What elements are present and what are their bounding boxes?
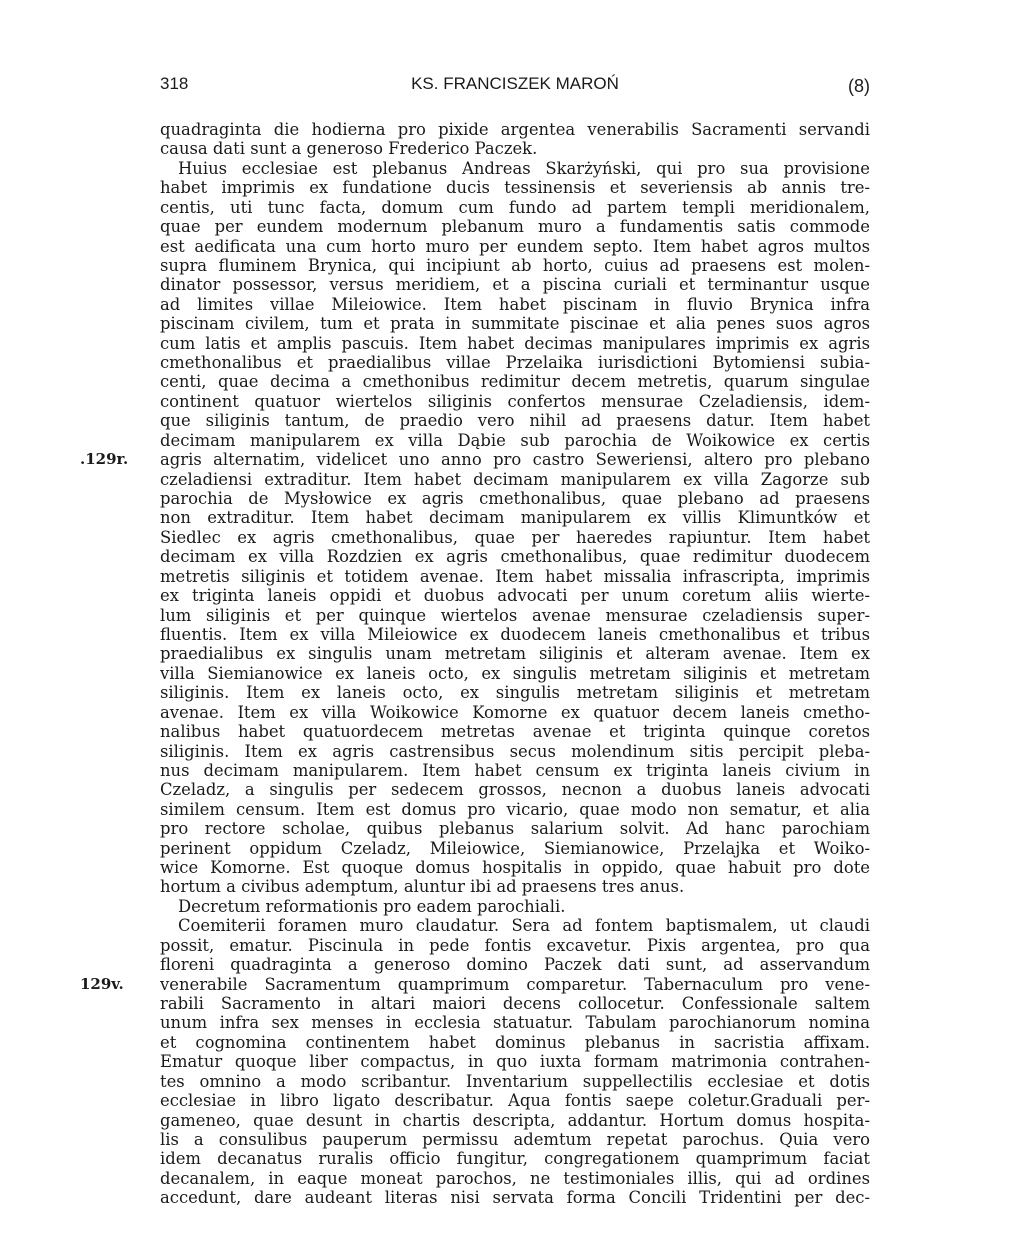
text-line: ad limites villae Mileiowice. Item habet piscinam in fluvio Brynica infra [160, 294, 870, 314]
text-line: cmethonalibus et praedialibus villae Przelaika iurisdictioni Bytomiensi subia- [160, 353, 870, 373]
text-line: wice Komorne. Est quoque domus hospitalis in oppido, quae habuit pro dote [160, 858, 870, 878]
margin-folio-note: .129r. [80, 450, 129, 469]
text-line: causa dati sunt a generoso Frederico Paczek. [160, 139, 538, 159]
text-line: continent quatuor wiertelos siliginis confertos mensurae Czeladiensis, idem- [160, 391, 870, 411]
text-line: avenae. Item ex villa Woikowice Komorne ex quatuor decem laneis cmetho- [160, 702, 870, 722]
text-line: ex triginta laneis oppidi et duobus advocati per unum coretum aliis wierte- [160, 586, 870, 606]
text-line: possit, ematur. Piscinula in pede fontis excavetur. Pixis argentea, pro qua [160, 935, 870, 955]
text-line: unum infra sex menses in ecclesia statuatur. Tabulam parochianorum nomina [160, 1013, 870, 1033]
text-line: que siliginis tantum, de praedio vero nihil ad praesens datur. Item habet [160, 411, 870, 431]
page-header [160, 74, 870, 100]
text-line: non extraditur. Item habet decimam manipularem ex villis Klimuntków et [160, 508, 870, 528]
text-line: similem censum. Item est domus pro vicario, quae modo non sematur, et alia [160, 799, 870, 819]
text-line: pro rectore scholae, quibus plebanus salarium solvit. Ad hanc parochiam [160, 819, 870, 839]
text-line: Czeladz, a singulis per sedecem grossos, necnon a duobus laneis advocati [160, 780, 870, 800]
text-line: Decretum reformationis pro eadem parochiali. [178, 896, 566, 916]
text-line: fluentis. Item ex villa Mileiowice ex duodecem laneis cmethonalibus et tribus [160, 624, 870, 644]
text-line: quae per eundem modernum plebanum muro a fundamentis satis commode [160, 217, 870, 237]
text-line: supra fluminem Brynica, qui incipiunt ab horto, cuius ad praesens est molen- [160, 255, 870, 275]
text-line: siliginis. Item ex agris castrensibus secus molendinum sitis percipit pleba- [160, 741, 870, 761]
text-line: cum latis et amplis pascuis. Item habet decimas manipulares imprimis ex agris [160, 333, 870, 353]
section-number: (8) [848, 76, 870, 96]
text-line: Coemiterii foramen muro claudatur. Sera ad fontem baptismalem, ut claudi [178, 916, 870, 936]
text-line: lum siliginis et per quinque wiertelos avenae mensurae czeladiensis super- [160, 605, 870, 625]
text-line: floreni quadraginta a generoso domino Paczek dati sunt, ad asservandum [160, 955, 870, 975]
text-line: idem decanatus ruralis officio fungitur, congregationem quamprimum faciat [160, 1149, 870, 1169]
text-line: nalibus habet quatuordecem metretas avenae et triginta quinque coretos [160, 722, 870, 742]
text-line: decimam manipularem ex villa Dąbie sub parochia de Woikowice ex certis [160, 430, 870, 450]
text-line: Huius ecclesiae est plebanus Andreas Skarżyński, qui pro sua provisione [178, 158, 870, 178]
text-line: villa Siemianowice ex laneis octo, ex singulis metretam siliginis et metretam [160, 663, 870, 683]
margin-folio-note: 129v. [80, 974, 124, 993]
text-line: venerabile Sacramentum quamprimum comparetur. Tabernaculum pro vene- [160, 974, 870, 994]
text-line: czeladiensi extraditur. Item habet decimam manipularem ex villa Zagorze sub [160, 469, 870, 489]
text-line: centis, uti tunc facta, domum cum fundo ad partem templi meridionalem, [160, 197, 870, 217]
text-line: quadraginta die hodierna pro pixide argentea venerabilis Sacramenti servandi [160, 120, 870, 139]
text-line: gameneo, quae desunt in chartis descripta, addantur. Hortum domus hospita- [160, 1110, 870, 1130]
text-line: siliginis. Item ex laneis octo, ex singulis metretam siliginis et metretam [160, 683, 870, 703]
text-line: decimam ex villa Rozdzien ex agris cmethonalibus, quae redimitur duodecem [160, 547, 870, 567]
text-line: centi, quae decima a cmethonibus redimitur decem metretis, quarum singulae [160, 372, 870, 392]
text-line: hortum a civibus ademptum, aluntur ibi ad praesens tres anus. [160, 877, 685, 897]
text-line: agris alternatim, videlicet uno anno pro castro Seweriensi, altero pro plebano [160, 450, 870, 470]
text-line: ecclesiae in libro ligato describatur. Aqua fontis saepe coletur.Graduali per- [160, 1091, 870, 1111]
text-line: perinent oppidum Czeladz, Mileiowice, Siemianowice, Przelajka et Woiko- [160, 838, 870, 858]
text-line: Siedlec ex agris cmethonalibus, quae per haeredes rapiuntur. Item habet [160, 527, 870, 547]
text-line: est aedificata una cum horto muro per eundem septo. Item habet agros multos [160, 236, 870, 256]
text-line: metretis siliginis et totidem avenae. Item habet missalia infrascripta, imprimis [160, 566, 870, 586]
text-line: praedialibus ex singulis unam metretam siliginis et alteram avenae. Item ex [160, 644, 870, 664]
running-title: KS. FRANCISZEK MAROŃ [411, 74, 619, 93]
text-line: dinator possessor, versus meridiem, et a piscina curiali et terminantur usque [160, 275, 870, 295]
text-line: lis a consulibus pauperum permissu ademtum repetat parochus. Quia vero [160, 1129, 870, 1149]
text-line: decanalem, in eaque moneat parochos, ne testimoniales illis, qui ad ordines [160, 1168, 870, 1188]
text-line: et cognomina continentem habet dominus plebanus in sacristia affixam. [160, 1032, 870, 1052]
text-line: rabili Sacramento in altari maiori decens collocetur. Confessionale saltem [160, 993, 870, 1013]
text-line: habet imprimis ex fundatione ducis tessinensis et severiensis ab annis tre- [160, 178, 870, 198]
body-text [160, 120, 870, 1208]
page-number: 318 [160, 74, 189, 93]
text-line: parochia de Mysłowice ex agris cmethonalibus, quae plebano ad praesens [160, 489, 870, 509]
text-line: Ematur quoque liber compactus, in quo iuxta formam matrimonia contrahen- [160, 1052, 870, 1072]
text-line: nus decimam manipularem. Item habet censum ex triginta laneis civium in [160, 760, 870, 780]
text-line: tes omnino a modo scribantur. Inventarium suppellectilis ecclesiae et dotis [160, 1071, 870, 1091]
text-line: accedunt, dare audeant literas nisi servata forma Concili Tridentini per dec- [160, 1188, 870, 1208]
text-line: piscinam civilem, tum et prata in summitate piscinae et alia penes suos agros [160, 314, 870, 334]
